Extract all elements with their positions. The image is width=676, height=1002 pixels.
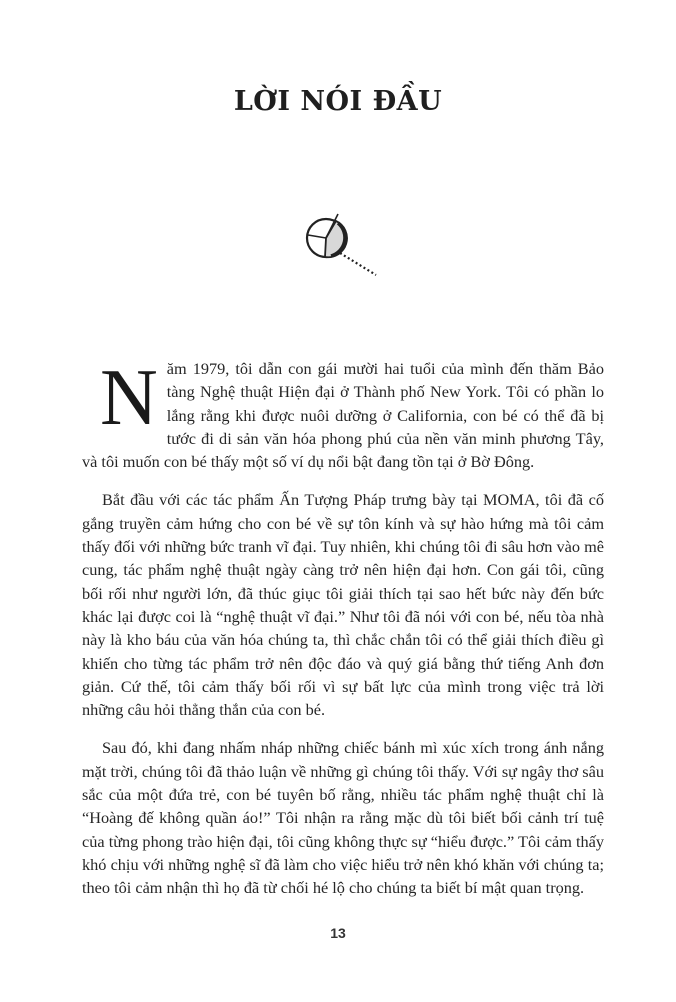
page-number: 13 (330, 925, 346, 941)
preface-body (82, 354, 604, 915)
drop-cap: N (100, 354, 158, 442)
paragraph-2: Bắt đầu với các tác phẩm Ấn Tượng Pháp trưng bày tại MOMA, tôi đã cố gắng truyền cảm hứng cho con bé về sự tôn kính và sự hào hứng mà tôi cảm thấy đối với những bức tranh vĩ đại. Tuy nhiên, khi chúng tôi đi sâu hơn vào mê cung, tác phẩm nghệ thuật ngày càng trở nên hiện đại hơn. Con gái tôi, cũng bối rối như người lớn, đã thúc giục tôi giải thích tại sao hết bức này đến bức khác lại được coi là “nghệ thuật vĩ đại.” Như tôi đã nói với con bé, nếu tòa nhà này là kho báu của văn hóa chúng ta, thì chắc chắn tôi có thể giải thích điều gì khiến cho từng tác phẩm trở nên độc đáo và quý giá bằng thứ tiếng Anh đơn giản. Cứ thế, tôi cảm thấy bối rối vì sự bất lực của mình trong việc trả lời những câu hỏi thẳng thắn của con bé. (82, 490, 604, 720)
magnifier-pie-icon (300, 204, 384, 282)
chapter-title: LỜI NÓI ĐẦU (233, 86, 443, 117)
paragraph-3: Sau đó, khi đang nhấm nháp những chiếc bánh mì xúc xích trong ánh nắng mặt trời, chúng tôi đã thảo luận về những gì chúng tôi thấy. Với sự ngây thơ sâu sắc của một đứa trẻ, con bé tuyên bố rằng, nhiều tác phẩm nghệ thuật chỉ là “Hoàng đế không quần áo!” Tôi nhận ra rằng mặc dù tôi biết bối cảnh trí tuệ của từng phong trào hiện đại, tôi cũng không thực sự “hiểu được.” Tôi cảm thấy khó chịu với những nghệ sĩ đã làm cho việc hiểu trở nên khó khăn với chúng ta; theo tôi cảm nhận thì họ đã từ chối hé lộ cho chúng ta biết bí mật quan trọng. (82, 738, 604, 898)
paragraph-1-text: ăm 1979, tôi dẫn con gái mười hai tuổi của mình đến thăm Bảo tàng Nghệ thuật Hiện đại ở Thành phố New York. Tôi có phần lo lắng rằng khi được nuôi dưỡng ở California, con bé có thể đã bị tước đi di sản văn hóa phong phú của nền văn minh phương Tây, và tôi muốn con bé thấy một số ví dụ nổi bật đang tồn tại ở Bờ Đông. (82, 359, 604, 472)
paragraph-1 (82, 354, 604, 473)
